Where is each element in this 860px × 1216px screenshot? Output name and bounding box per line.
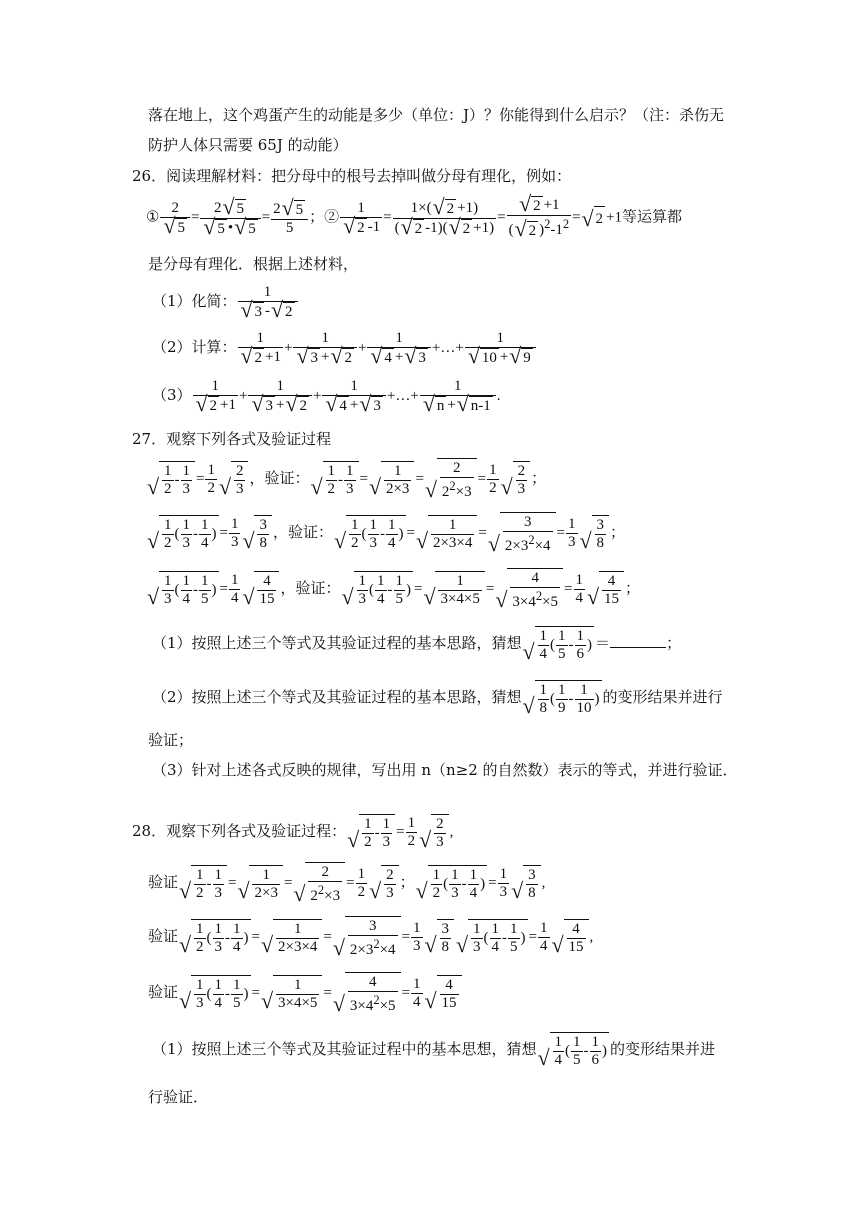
q27-part1: （1）按照上述三个等式及其验证过程的基本思路，猜想 √ $\frac{1}{4}$ ( $\frac{1}{5}$ - $\frac{1}{6}$ ) ＝ ； <box>152 626 852 670</box>
q28-verify-1: 验证 √ $\frac{1}{2}$ - $\frac{1}{3}$ = √ $\frac{1}{2\times 3}$ = √ $\frac{2}{2^2\times 3}$ = $\frac{1}{2}$ √ $\frac{2}{3}$ ； √ $\frac{1}{2}$ ( $\frac{1}{3}$ - $\frac{1}{4}$ ) = $\frac{1}{3}$ √ $\frac{3}{8}$ , <box>148 862 848 910</box>
q27-eq3: √ $\frac{1}{3}$ ( $\frac{1}{4}$ - $\frac{1}{5}$ ) = $\frac{1}{4}$ √ $\frac{4}{15}$ ，验证： √ $\frac{1}{3}$ ( $\frac{1}{4}$ - $\frac{1}{5}$ ) = √ $\frac{1}{3\times 4\times 5}$ = √ $\frac{4}{3\times 4^2\times 5}$ = $\frac{1}{4}$ √ $\frac{4}{15}$ ； <box>146 568 846 616</box>
q26-part3: （3） 1 √ 2 +1 + 1 √ 3 +√ 2 + 1 √ 4 +√ 3 +…+ 1 √ n +√ n-1 . <box>152 378 652 418</box>
q28-title: 28．观察下列各式及验证过程： √ $\frac{1}{2}$ - $\frac{1}{3}$ = $\frac{1}{2}$ √ $\frac{2}{3}$ , <box>132 814 832 858</box>
q27-part3: （3）针对上述各式反映的规律，写出用 n（n≥2 的自然数）表示的等式，并进行验证． <box>152 761 738 779</box>
q28-part1: （1）按照上述三个等式及其验证过程中的基本思想，猜想 √ $\frac{1}{4}$ ( $\frac{1}{5}$ - $\frac{1}{6}$ ) 的变形结果并进 <box>152 1032 852 1078</box>
q26-part1: （1）化简： 1 √ 3 -√ 2 <box>152 284 552 324</box>
q28-part1-line2: 行验证． <box>148 1088 209 1106</box>
q28-verify-2: 验证 √ $\frac{1}{2}$ ( $\frac{1}{3}$ - $\frac{1}{4}$ ) = √ $\frac{1}{2\times 3\times 4}$ = √ $\frac{3}{2\times 3^2\times 4}$ = $\frac{1}{3}$ √ $\frac{3}{8}$ √ $\frac{1}{3}$ ( $\frac{1}{4}$ - $\frac{1}{5}$ ) = $\frac{1}{4}$ √ $\frac{4}{15}$ , <box>148 916 848 964</box>
q27-eq2: √ $\frac{1}{2}$ ( $\frac{1}{3}$ - $\frac{1}{4}$ ) = $\frac{1}{3}$ √ $\frac{3}{8}$ ，验证： √ $\frac{1}{2}$ ( $\frac{1}{3}$ - $\frac{1}{4}$ ) = √ $\frac{1}{2\times 3\times 4}$ = √ $\frac{3}{2\times 3^2\times 4}$ = $\frac{1}{3}$ √ $\frac{3}{8}$ ； <box>146 512 846 560</box>
intro-line-1: 落在地上，这个鸡蛋产生的动能是多少（单位：J）？你能得到什么启示？（注：杀伤无 <box>148 106 725 124</box>
q26-title: 26．阅读理解材料：把分母中的根号去掉叫做分母有理化，例如： <box>132 167 572 185</box>
q28-verify-3: 验证 √ $\frac{1}{3}$ ( $\frac{1}{4}$ - $\frac{1}{5}$ ) = √ $\frac{1}{3\times 4\times 5}$ = √ $\frac{4}{3\times 4^2\times 5}$ = $\frac{1}{4}$ √ $\frac{4}{15}$ <box>148 972 848 1020</box>
q26-line3: 是分母有理化．根据上述材料， <box>148 255 359 273</box>
q26-examples: ① 2 √ 5 = 2√ 5 √ 5 •√ 5 = $\frac{2√ 5}{5}$ ；② 1 √ 2 -1 = $\frac{1\times(√ 2 +1)}{(√ 2 -1)(√ 2 +1)}$ = √ $\frac{2 +1}{(√ 2 )^2-1^2}$ =√ 2 +1等运算都 <box>146 196 846 240</box>
answer-blank <box>610 633 666 648</box>
q27-part2: （2）按照上述三个等式及其验证过程的基本思路，猜想 √ $\frac{1}{8}$ ( $\frac{1}{9}$ - $\frac{1}{10}$ ) 的变形结果并进行 <box>152 680 852 724</box>
q26-part2: （2）计算： 1 √ 2 +1 + 1 √ 3 +√ 2 + 1 √ 4 +√ 3 +…+ 1 √ 10 +√ 9 <box>152 330 652 370</box>
intro-line-2: 防护人体只需要 65J 的动能） <box>148 136 348 154</box>
q27-part2-line2: 验证； <box>148 731 194 749</box>
q27-eq1: √ $\frac{1}{2}$ - $\frac{1}{3}$ = $\frac{1}{2}$ √ $\frac{2}{3}$ ，验证： √ $\frac{1}{2}$ - $\frac{1}{3}$ = √ $\frac{1}{2\times 3}$ = √ $\frac{2}{2^2\times 3}$ = $\frac{1}{2}$ √ $\frac{2}{3}$ ； <box>146 458 846 504</box>
q27-title: 27．观察下列各式及验证过程 <box>132 430 332 448</box>
